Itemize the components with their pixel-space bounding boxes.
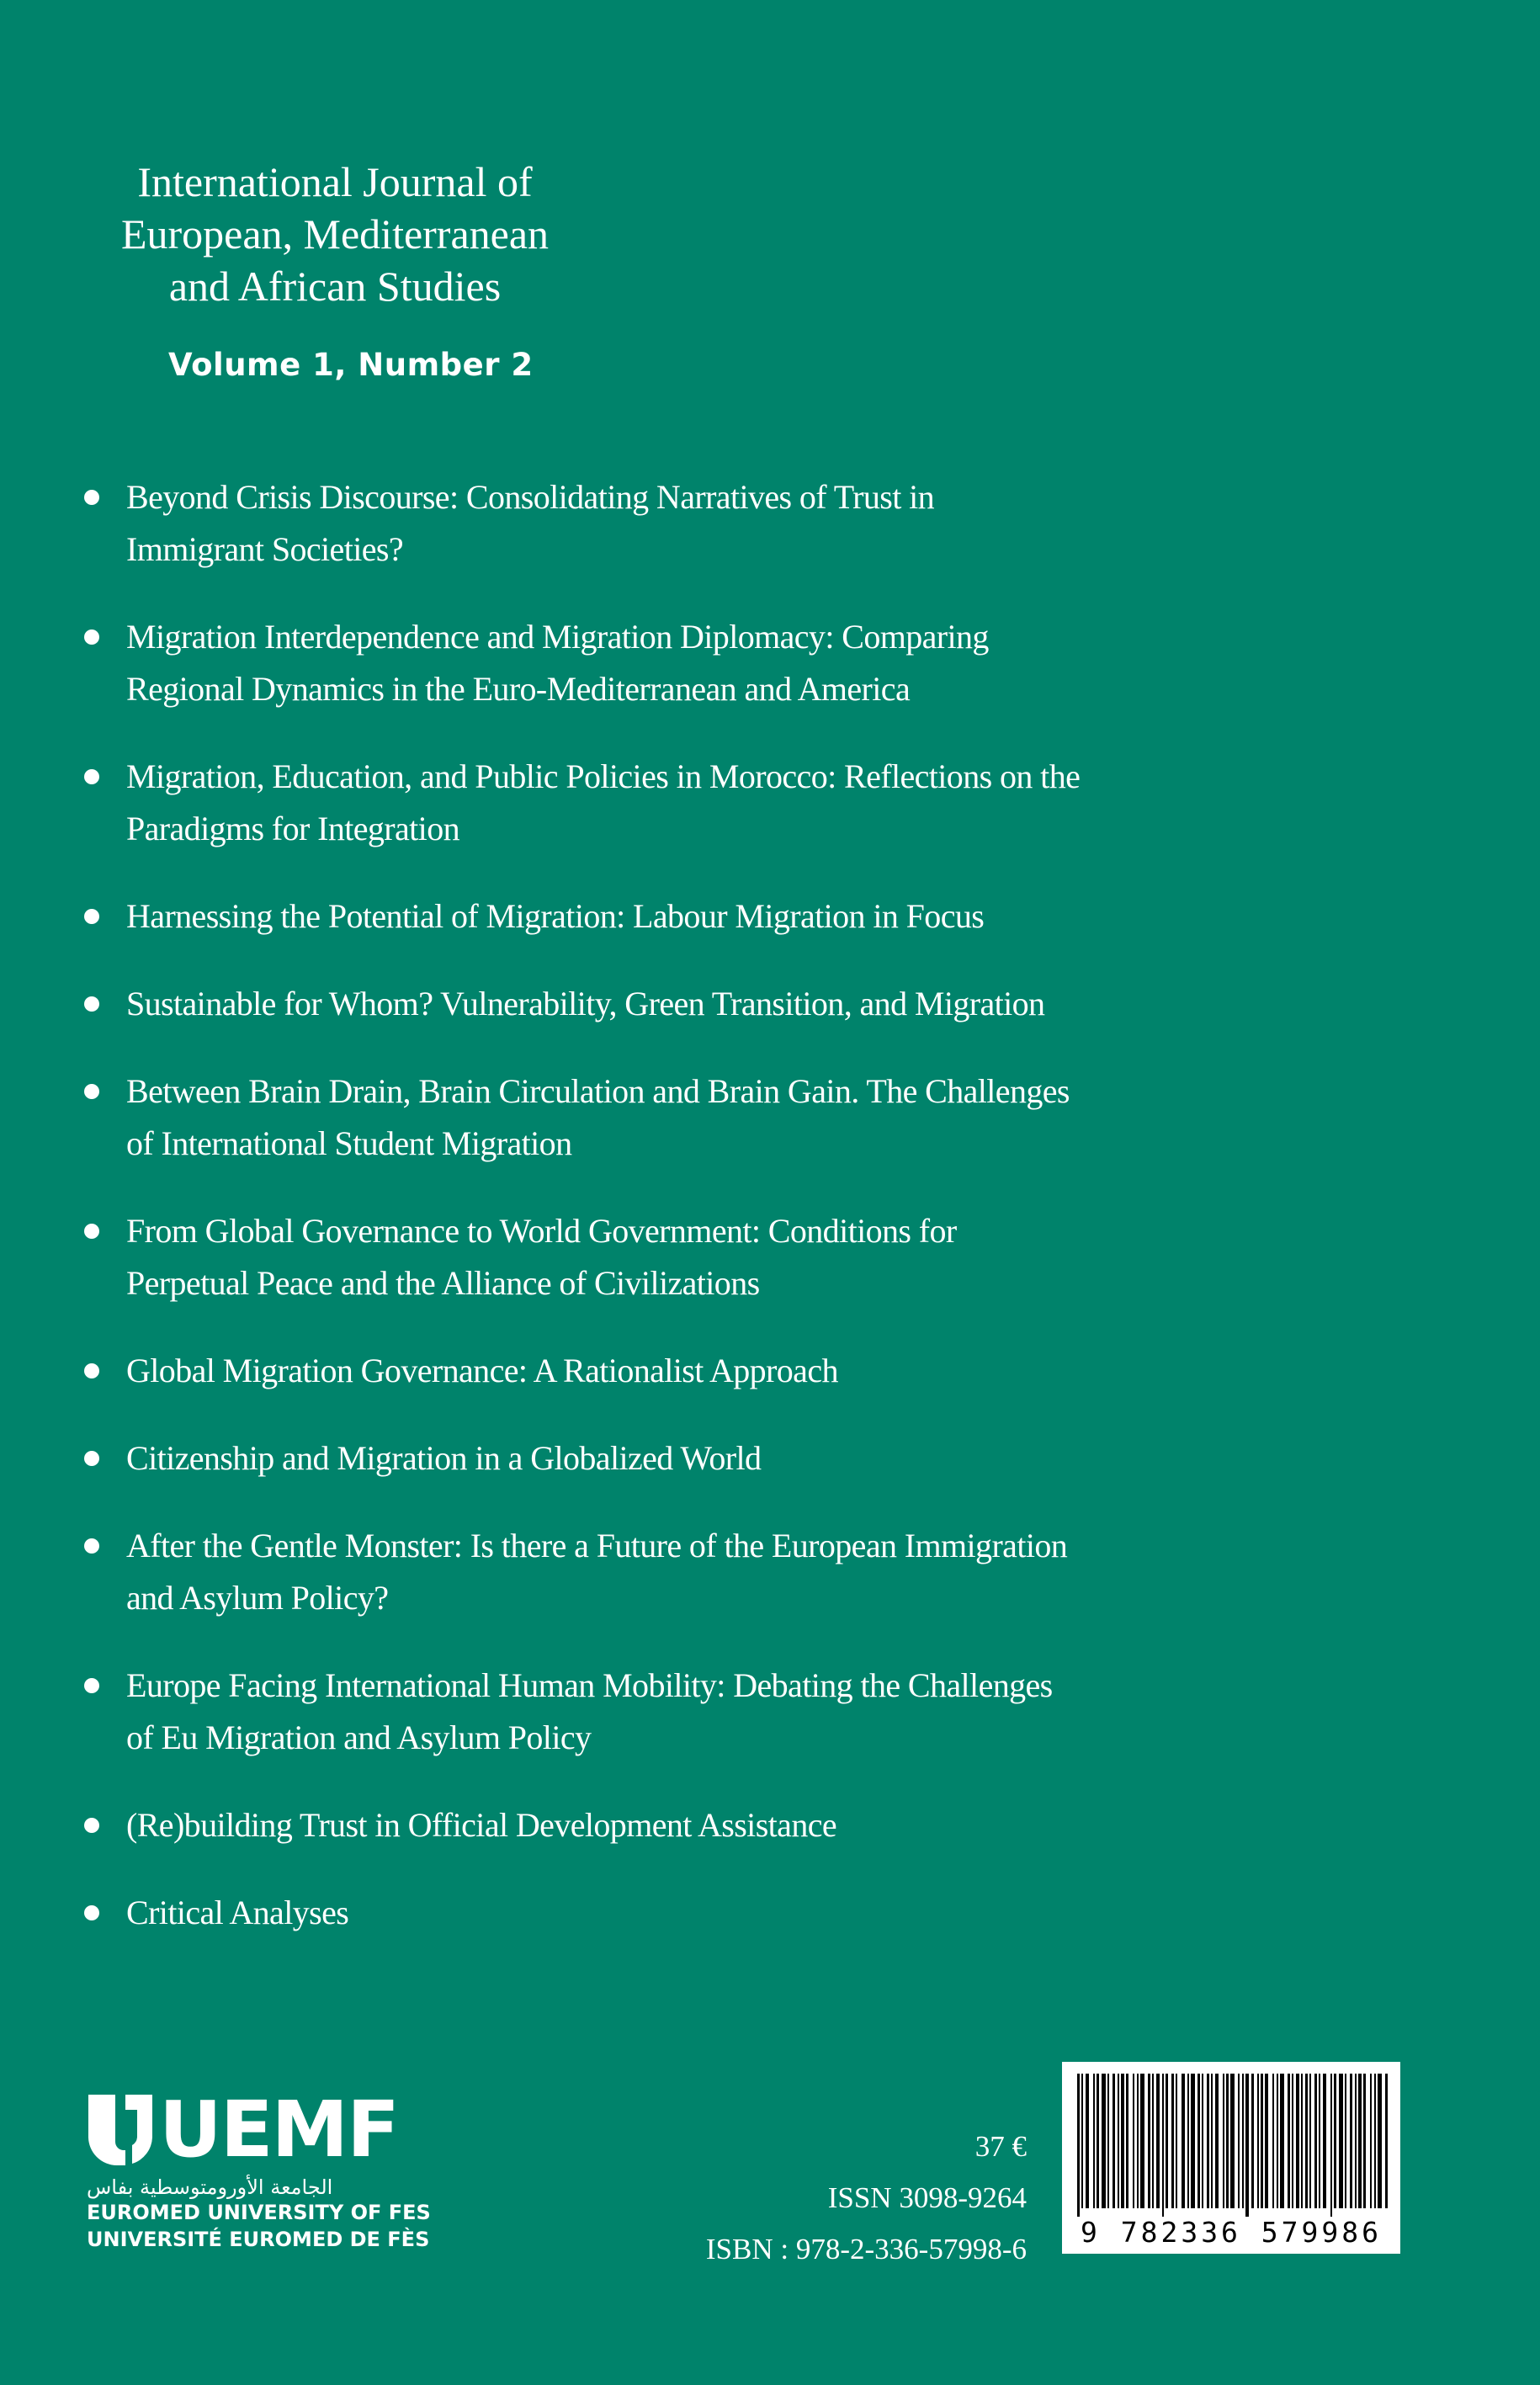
publisher-french-name: UNIVERSITÉ EUROMED DE FÈS	[87, 2228, 430, 2251]
barcode-bar	[1334, 2074, 1336, 2208]
article-item	[81, 890, 1262, 943]
journal-title-line: and African Studies	[168, 263, 502, 310]
article-item	[81, 471, 1262, 576]
barcode-bar	[1378, 2074, 1382, 2208]
volume-number: Volume 1, Number 2	[168, 347, 534, 383]
bullet-icon	[84, 769, 99, 784]
article-title-line: of Eu Migration and Asylum Policy	[126, 1718, 592, 1756]
publisher-arabic-name: الجامعة الأورومتوسطية بفاس	[87, 2175, 333, 2199]
barcode-bar	[1211, 2074, 1213, 2208]
barcode-bar	[1137, 2074, 1139, 2208]
price: 37 €	[974, 2130, 1027, 2163]
barcode-bar	[1191, 2074, 1195, 2208]
bullet-icon	[84, 1818, 99, 1833]
barcode-bar	[1238, 2074, 1240, 2208]
bullet-icon	[84, 1538, 99, 1554]
barcode-bar	[1309, 2074, 1311, 2208]
barcode-bar	[1314, 2074, 1317, 2208]
barcode-bar	[1245, 2074, 1249, 2217]
barcode-bar	[1242, 2074, 1244, 2208]
barcode-bar	[1156, 2074, 1160, 2208]
barcode-bar	[1182, 2074, 1185, 2208]
isbn-barcode	[1062, 2062, 1400, 2254]
journal-title-line: European, Mediterranean	[120, 210, 550, 258]
barcode-bar	[1121, 2074, 1124, 2208]
article-title-line: Between Brain Drain, Brain Circulation and Brain Gain. The Challenges	[126, 1072, 1070, 1110]
barcode-bar	[1288, 2074, 1290, 2208]
barcode-bar	[1215, 2074, 1219, 2208]
barcode-bar	[1370, 2074, 1372, 2208]
barcode-bar	[1093, 2074, 1095, 2208]
article-title-line: Citizenship and Migration in a Globalized World	[126, 1439, 762, 1477]
article-title-line: Perpetual Peace and the Alliance of Civilizations	[126, 1264, 760, 1302]
article-item	[81, 978, 1262, 1030]
article-title-line: Global Migration Governance: A Rationalist Approach	[126, 1352, 838, 1389]
barcode-bar	[1171, 2074, 1174, 2208]
barcode-bar	[1257, 2074, 1259, 2208]
article-title-line: After the Gentle Monster: Is there a Future of the European Immigration	[126, 1527, 1068, 1564]
barcode-bar	[1345, 2074, 1346, 2208]
barcode-bar	[1152, 2074, 1154, 2208]
bullet-icon	[84, 629, 99, 645]
barcode-bar	[1261, 2074, 1263, 2208]
barcode-bar	[1305, 2074, 1308, 2208]
publisher-logo	[87, 2085, 431, 2253]
barcode-bar	[1323, 2074, 1326, 2208]
barcode-bar	[1187, 2074, 1189, 2208]
barcode-bar	[1140, 2074, 1144, 2208]
article-item	[81, 1205, 1262, 1309]
article-item	[81, 751, 1262, 855]
article-title-line: Beyond Crisis Discourse: Consolidating Narratives of Trust in	[126, 478, 935, 516]
publisher-english-name: EUROMED UNIVERSITY OF FES	[87, 2201, 431, 2224]
barcode-bar	[1202, 2074, 1203, 2208]
barcode-bar	[1301, 2074, 1303, 2208]
bullet-icon	[84, 1678, 99, 1693]
issn: ISSN 3098-9264	[827, 2181, 1027, 2214]
article-title-line: Harnessing the Potential of Migration: Labour Migration in Focus	[126, 897, 985, 935]
article-item	[81, 1520, 1262, 1624]
barcode-bar	[1081, 2074, 1083, 2208]
barcode-bar	[1374, 2074, 1376, 2208]
bullet-icon	[84, 490, 99, 505]
article-title-line: of International Student Migration	[126, 1124, 572, 1162]
barcode-bar	[1319, 2074, 1320, 2208]
bullet-icon	[84, 996, 99, 1012]
bullet-icon	[84, 1224, 99, 1239]
article-title-line: Sustainable for Whom? Vulnerability, Green Transition, and Migration	[126, 985, 1045, 1023]
article-item	[81, 1065, 1262, 1170]
barcode-bar	[1086, 2074, 1089, 2208]
article-title-line: Migration, Education, and Public Policies in Morocco: Reflections on the	[126, 757, 1081, 795]
logo-wordmark: UEMF	[159, 2085, 398, 2175]
barcode-bar	[1133, 2074, 1134, 2208]
barcode-bar	[1162, 2074, 1164, 2217]
article-item	[81, 1432, 1262, 1485]
barcode-bar	[1118, 2074, 1119, 2208]
bullet-icon	[84, 1905, 99, 1920]
article-item	[81, 1660, 1262, 1764]
barcode-bar	[1197, 2074, 1200, 2208]
article-title-line: From Global Governance to World Government: Conditions for	[126, 1212, 957, 1250]
barcode-bar	[1339, 2074, 1343, 2208]
article-list	[81, 471, 1262, 1974]
article-item	[81, 611, 1262, 715]
bullet-icon	[84, 1451, 99, 1466]
pricing-block	[706, 2121, 1027, 2275]
article-title-line: Paradigms for Integration	[126, 810, 459, 847]
barcode-bar	[1176, 2074, 1177, 2208]
barcode-bar	[1097, 2074, 1099, 2208]
journal-title-line: International Journal of	[137, 158, 533, 205]
barcode-bar	[1265, 2074, 1268, 2208]
barcode-bar	[1330, 2074, 1332, 2217]
barcode-bar	[1126, 2074, 1128, 2208]
barcode-bar	[1102, 2074, 1106, 2208]
article-item	[81, 1799, 1262, 1851]
barcode-bar	[1207, 2074, 1209, 2208]
journal-title	[74, 156, 596, 312]
article-title-line: Europe Facing International Human Mobility: Debating the Challenges	[126, 1666, 1053, 1704]
bullet-icon	[84, 909, 99, 924]
barcode-bar	[1077, 2074, 1080, 2217]
article-title-line: Migration Interdependence and Migration Diplomacy: Comparing	[126, 618, 989, 656]
article-item	[81, 1887, 1262, 1939]
barcode-bar	[1223, 2074, 1224, 2208]
article-item	[81, 1345, 1262, 1397]
barcode-bar	[1148, 2074, 1150, 2208]
bullet-icon	[84, 1084, 99, 1099]
barcode-bar	[1358, 2074, 1362, 2208]
isbn: ISBN : 978-2-336-57998-6	[705, 2233, 1027, 2265]
barcode-bar	[1277, 2074, 1278, 2208]
barcode-bar	[1251, 2074, 1254, 2208]
article-title-line: (Re)building Trust in Official Development Assistance	[126, 1806, 837, 1844]
article-title-line: Critical Analyses	[126, 1894, 349, 1931]
barcode-bar	[1355, 2074, 1357, 2208]
barcode-digits: 9 782336 579986	[1080, 2216, 1382, 2249]
barcode-bar	[1226, 2074, 1229, 2208]
barcode-bar	[1363, 2074, 1366, 2208]
barcode-bar	[1385, 2074, 1388, 2208]
article-title-line: Immigrant Societies?	[126, 530, 404, 568]
barcode-bar	[1296, 2074, 1299, 2208]
barcode-bar	[1292, 2074, 1293, 2208]
barcode-bar	[1166, 2074, 1168, 2208]
barcode-bar	[1230, 2074, 1235, 2208]
barcode-bar	[1107, 2074, 1109, 2208]
barcode-bar	[1272, 2074, 1274, 2208]
barcode-bar	[1350, 2074, 1352, 2208]
article-title-line: Regional Dynamics in the Euro-Mediterranean and America	[126, 670, 911, 708]
uemf-emblem-icon	[87, 2095, 154, 2165]
barcode-bar	[1280, 2074, 1284, 2208]
bullet-icon	[84, 1363, 99, 1378]
article-title-line: and Asylum Policy?	[126, 1579, 389, 1617]
barcode-bar	[1113, 2074, 1115, 2208]
